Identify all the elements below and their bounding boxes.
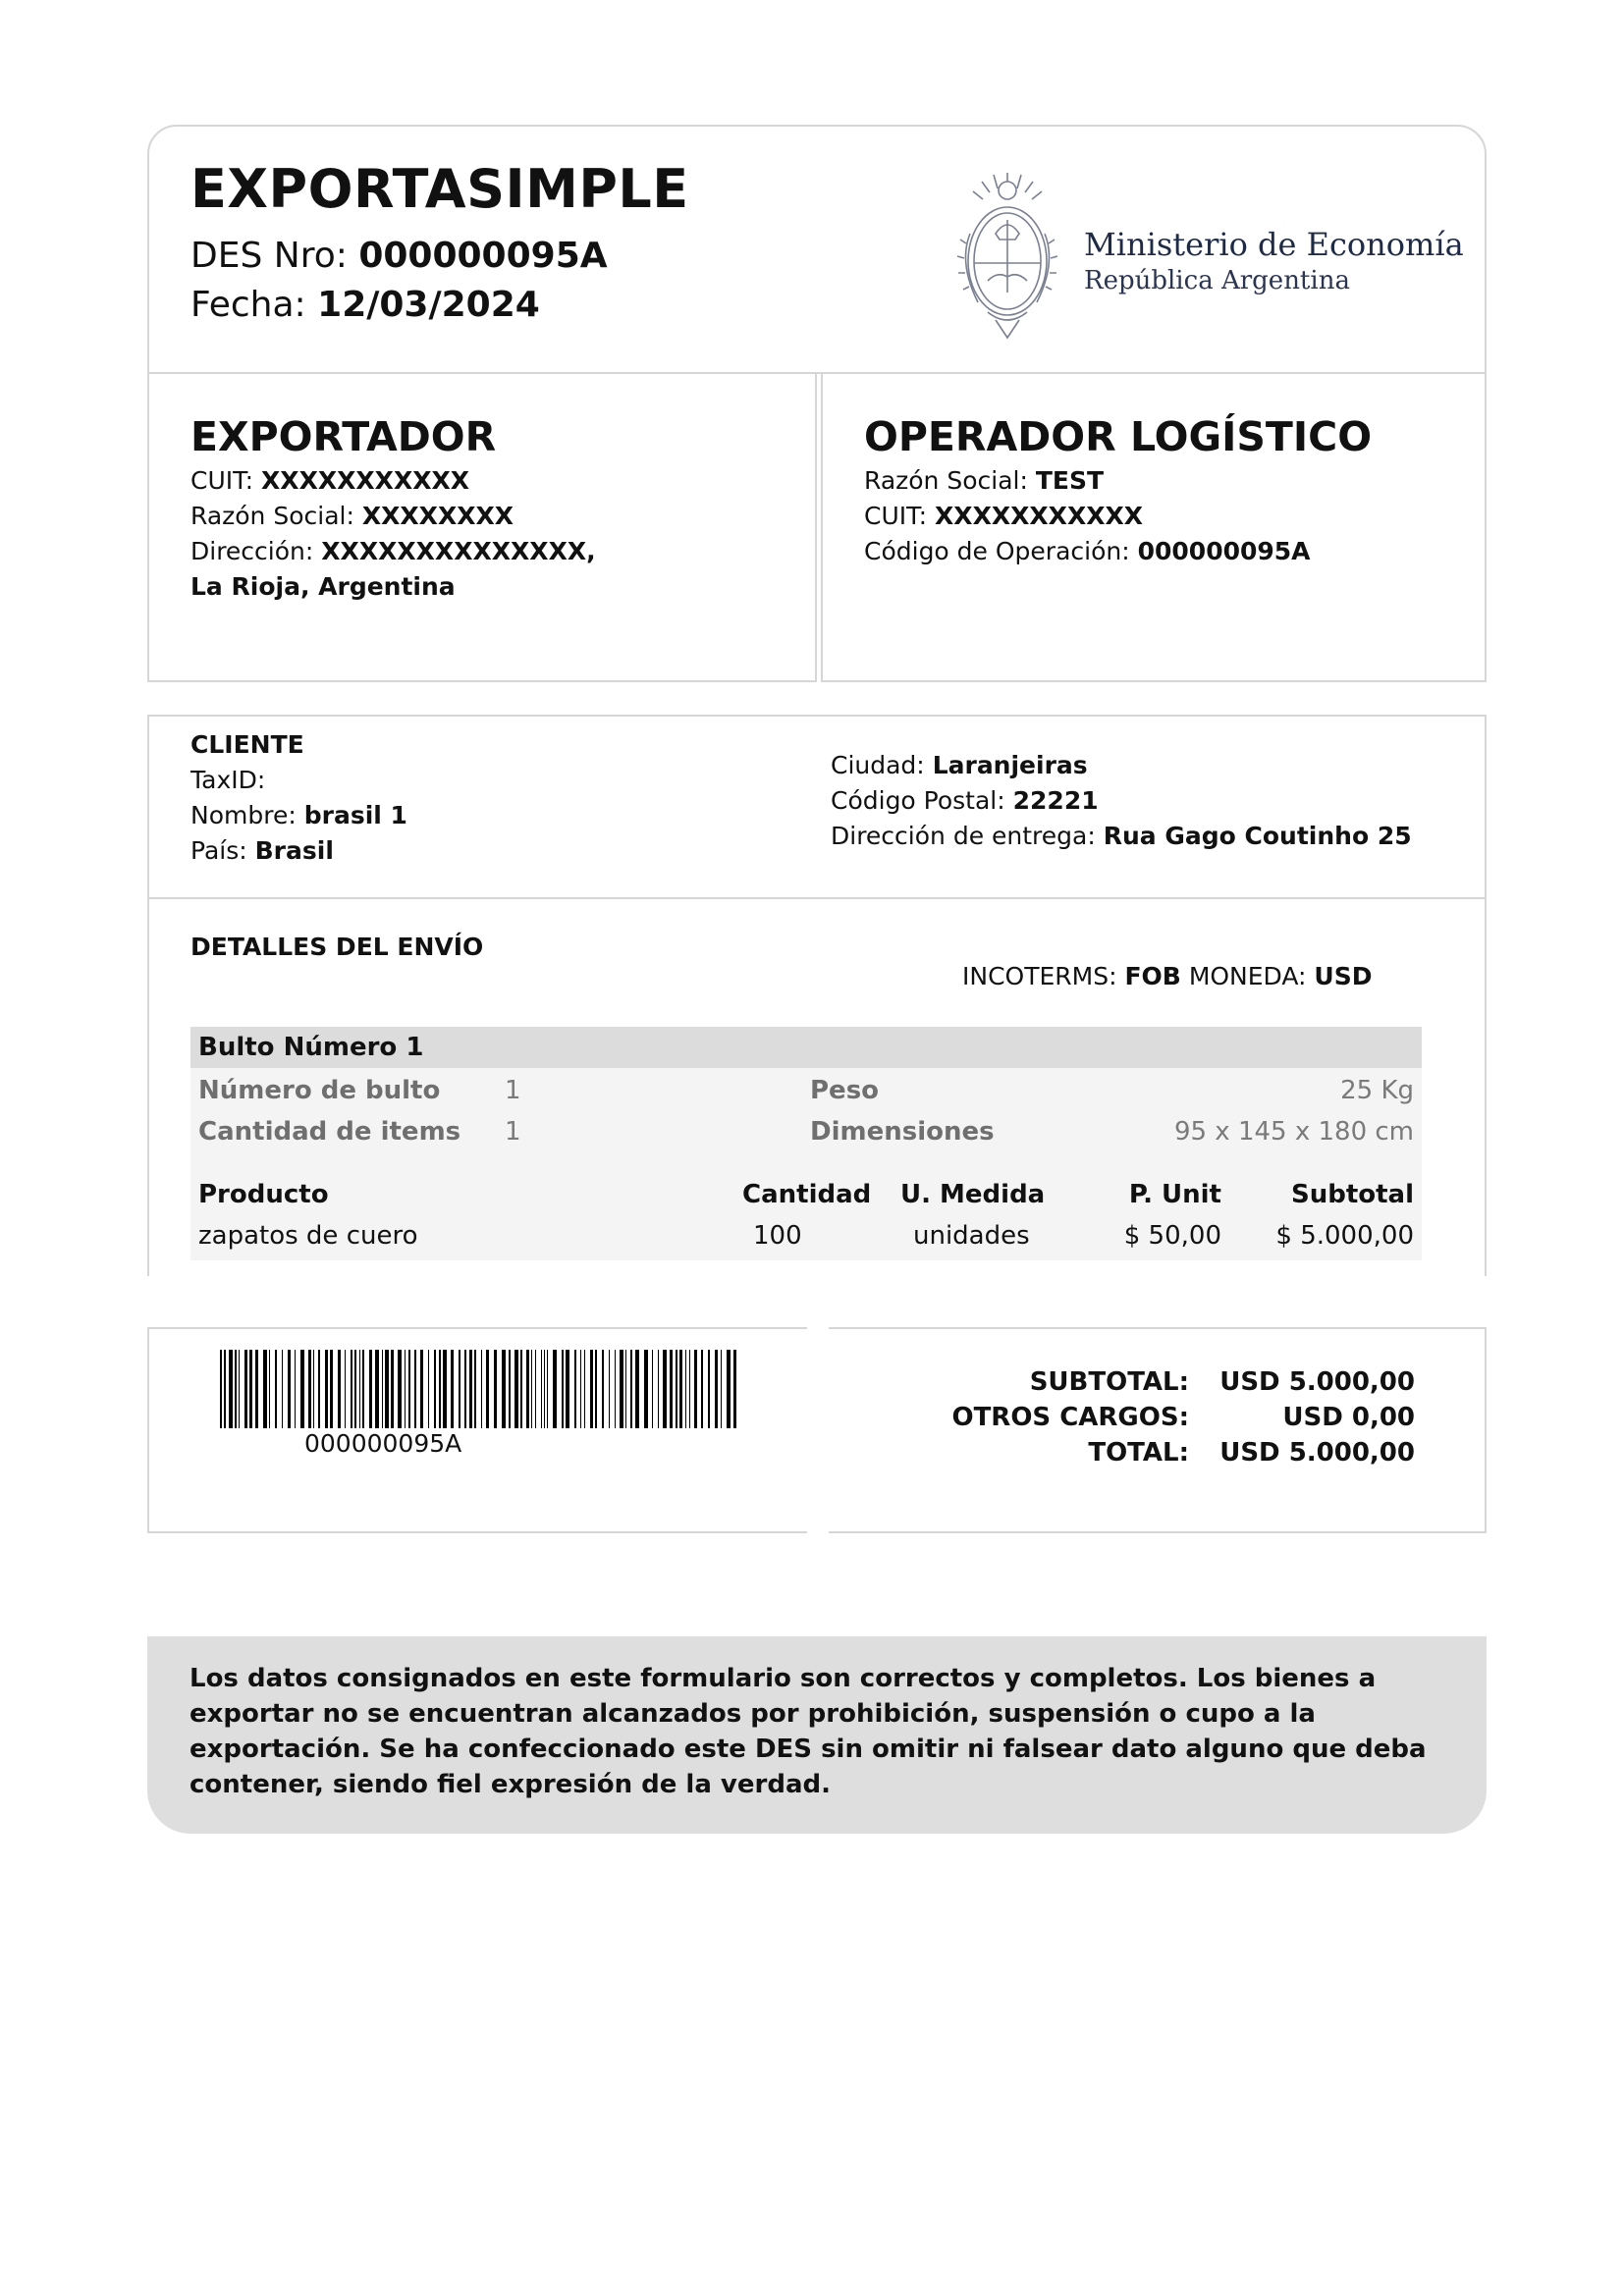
date-label: Fecha: (190, 285, 306, 325)
exporter-razon-social: Razón Social: XXXXXXXX (190, 502, 514, 530)
barcode-bar (701, 1350, 703, 1428)
client-delivery-address: Dirección de entrega: Rua Gago Coutinho 25 (831, 822, 1412, 850)
barcode-bar (580, 1350, 581, 1428)
barcode-bar (235, 1350, 237, 1428)
total-value: USD 5.000,00 (1219, 1438, 1415, 1468)
package-dimensions-value: 95 x 145 x 180 cm (1173, 1117, 1414, 1147)
des-number (190, 232, 608, 281)
package-items-value: 1 (505, 1117, 521, 1147)
barcode-bar (584, 1350, 585, 1428)
barcode-bar (733, 1350, 736, 1428)
barcode-bar (635, 1350, 639, 1428)
barcode-bar (547, 1350, 548, 1428)
barcode-bar (721, 1350, 722, 1428)
barcode-bar (541, 1350, 542, 1428)
client-city: Ciudad: Laranjeiras (831, 751, 1088, 779)
barcode-bar (615, 1350, 616, 1428)
barcode-bar (354, 1350, 356, 1428)
barcode-bar (544, 1350, 545, 1428)
shipping-title: DETALLES DEL ENVÍO (190, 933, 484, 961)
document-date (190, 281, 540, 330)
barcode-bar (663, 1350, 667, 1428)
exporter-title: EXPORTADOR (190, 413, 497, 460)
barcode-bar (362, 1350, 364, 1428)
product-subtotal: $ 5.000,00 (1275, 1221, 1414, 1251)
barcode-bar (308, 1350, 311, 1428)
barcode-bar (375, 1350, 379, 1428)
barcode-bar (694, 1350, 697, 1428)
barcode-bar (244, 1350, 247, 1428)
operator-section (864, 410, 1372, 569)
barcode-bar (474, 1350, 476, 1428)
barcode-bar (249, 1350, 252, 1428)
des-label: DES Nro: (190, 236, 348, 276)
unit-price-column-header: P. Unit (1128, 1180, 1221, 1209)
subtotal-column-header: Subtotal (1290, 1180, 1414, 1209)
barcode-bar (727, 1350, 731, 1428)
barcode-bar (338, 1350, 341, 1428)
client-taxid: TaxID: (190, 766, 266, 794)
barcode-bar (562, 1350, 564, 1428)
package-header (190, 1027, 1422, 1068)
barcode-bar (486, 1350, 489, 1428)
client-country: País: Brasil (190, 836, 334, 865)
operator-cuit: CUIT: XXXXXXXXXXX (864, 502, 1144, 530)
barcode-bar (553, 1350, 557, 1428)
client-title: CLIENTE (190, 730, 304, 759)
package-number-label: Número de bulto (198, 1076, 441, 1105)
barcode-bar (414, 1350, 416, 1428)
barcode-bar (644, 1350, 648, 1428)
barcode-bar (282, 1350, 283, 1428)
barcode-bar (405, 1350, 406, 1428)
barcode-bar (443, 1350, 447, 1428)
client-postal-code: Código Postal: 22221 (831, 786, 1099, 815)
barcode-bar (514, 1350, 518, 1428)
barcode-bar (420, 1350, 423, 1428)
exporter-address: Dirección: XXXXXXXXXXXXXX, (190, 537, 596, 565)
barcode-bar (652, 1350, 653, 1428)
barcode-bar (385, 1350, 389, 1428)
barcode-bar (269, 1350, 270, 1428)
date-value: 12/03/2024 (317, 285, 540, 325)
ministry-name: Ministerio de Economía (1084, 226, 1464, 263)
declaration-panel (147, 1636, 1487, 1834)
barcode-bar (590, 1350, 593, 1428)
barcode-bar (295, 1350, 296, 1428)
barcode-bar (369, 1350, 372, 1428)
operator-title: OPERADOR LOGÍSTICO (864, 413, 1373, 460)
barcode-bar (566, 1350, 569, 1428)
barcode-bar (625, 1350, 626, 1428)
package-weight-label: Peso (810, 1076, 880, 1105)
barcode-bar (330, 1350, 333, 1428)
barcode-bar (434, 1350, 436, 1428)
operator-operation-code: Código de Operación: 000000095A (864, 537, 1311, 565)
barcode-bar (609, 1350, 610, 1428)
barcode-bar (325, 1350, 328, 1428)
barcode-bar (630, 1350, 632, 1428)
exporter-section (190, 410, 596, 605)
barcode-bar (220, 1350, 222, 1428)
barcode-bar (526, 1350, 529, 1428)
barcode-bar (398, 1350, 402, 1428)
barcode-bar (263, 1350, 267, 1428)
barcode-bar (224, 1350, 226, 1428)
client-name: Nombre: brasil 1 (190, 801, 407, 829)
barcode-bar (428, 1350, 429, 1428)
barcode-bar (300, 1350, 304, 1428)
subtotal-label: SUBTOTAL: (1029, 1367, 1189, 1397)
package-dimensions-label: Dimensiones (810, 1117, 995, 1147)
barcode-bar (464, 1350, 466, 1428)
barcode-bar (459, 1350, 460, 1428)
barcode-bar (670, 1350, 673, 1428)
barcode-bar (481, 1350, 482, 1428)
total-label: TOTAL: (1088, 1438, 1189, 1468)
barcode-bar (535, 1350, 536, 1428)
barcode-bar (391, 1350, 394, 1428)
unit-column-header: U. Medida (900, 1180, 1046, 1209)
barcode-bar (574, 1350, 576, 1428)
barcode-bar (620, 1350, 623, 1428)
subtotal-value: USD 5.000,00 (1219, 1367, 1415, 1397)
barcode-bar (531, 1350, 532, 1428)
des-value: 000000095A (358, 236, 608, 276)
barcode-bar (509, 1350, 511, 1428)
barcode-bar (520, 1350, 522, 1428)
product-unit: unidades (913, 1221, 1030, 1251)
barcode-bar (502, 1350, 506, 1428)
product-quantity: 100 (753, 1221, 802, 1251)
barcode-bar (469, 1350, 472, 1428)
package-weight-value: 25 Kg (1340, 1076, 1414, 1105)
client-section-right (831, 748, 1412, 854)
barcode-bar (451, 1350, 454, 1428)
barcode-image (220, 1350, 738, 1428)
declaration-text: Los datos consignados en este formulario son correctos y completos. Los bienes a exportar no se encuentran alcanzados por prohibición, suspensión o cupo a la exportación. Se ha confeccionado este DES sin omitir ni falsear dato alguno que deba contener, siendo fiel expresión de la verdad. (189, 1664, 1427, 1799)
quantity-column-header: Cantidad (742, 1180, 872, 1209)
barcode-bar (679, 1350, 682, 1428)
barcode-bar (685, 1350, 686, 1428)
product-unit-price: $ 50,00 (1123, 1221, 1221, 1251)
package-items-label: Cantidad de items (198, 1117, 461, 1147)
barcode-bar (708, 1350, 710, 1428)
barcode-bar (359, 1350, 360, 1428)
operator-razon-social: Razón Social: TEST (864, 466, 1105, 495)
barcode-bar (313, 1350, 314, 1428)
client-section-left (190, 727, 407, 869)
barcode-bar (408, 1350, 410, 1428)
panel-separator (145, 1276, 1490, 1315)
ministry-subtitle: República Argentina (1084, 266, 1350, 295)
barcode-bar (439, 1350, 441, 1428)
other-charges-value: USD 0,00 (1282, 1403, 1415, 1432)
barcode-bar (239, 1350, 240, 1428)
barcode-bar (345, 1350, 346, 1428)
barcode-bar (318, 1350, 320, 1428)
barcode-bar (288, 1350, 291, 1428)
product-column-header: Producto (198, 1180, 329, 1209)
product-name: zapatos de cuero (198, 1221, 418, 1251)
barcode-number: 000000095A (304, 1429, 462, 1458)
national-coat-of-arms-logo (948, 165, 1066, 346)
barcode-bar (595, 1350, 597, 1428)
barcode-bar (229, 1350, 233, 1428)
exporter-address-line2: La Rioja, Argentina (190, 572, 456, 601)
barcode-bar (715, 1350, 718, 1428)
package-details (190, 1068, 1422, 1260)
other-charges-label: OTROS CARGOS: (951, 1403, 1189, 1432)
barcode-bar (494, 1350, 497, 1428)
barcode-bar (602, 1350, 604, 1428)
incoterms-currency: INCOTERMS: FOB MONEDA: USD (962, 962, 1373, 990)
barcode-bar (676, 1350, 677, 1428)
barcode-bar (382, 1350, 383, 1428)
barcode-bar (275, 1350, 277, 1428)
package-number-value: 1 (505, 1076, 521, 1105)
barcode-bar (351, 1350, 352, 1428)
barcode-bar (255, 1350, 258, 1428)
brand-title: EXPORTASIMPLE (190, 158, 689, 220)
exporter-cuit: CUIT: XXXXXXXXXXX (190, 466, 470, 495)
barcode-bar (658, 1350, 659, 1428)
package-title: Bulto Número 1 (198, 1033, 424, 1062)
barcode-bar (689, 1350, 690, 1428)
